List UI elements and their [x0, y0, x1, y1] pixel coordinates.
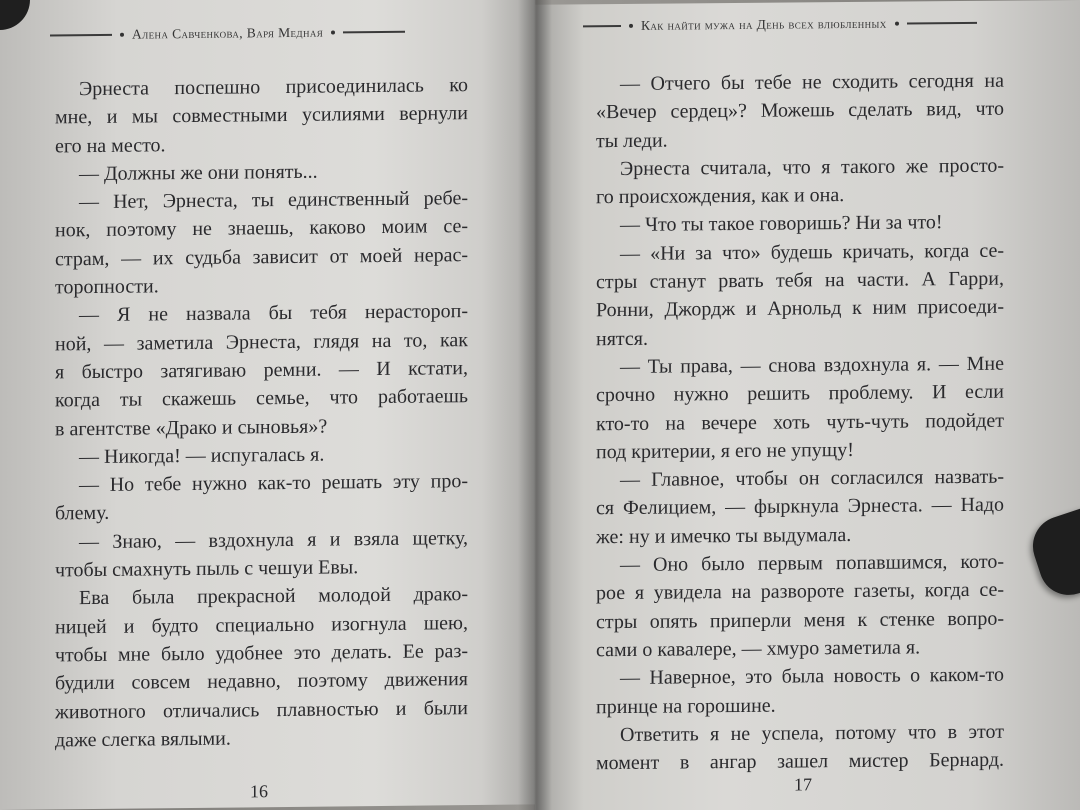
running-head-rule [343, 31, 405, 34]
text-line: момент в ангар зашел мистер Бернард. [596, 748, 1004, 775]
text-line: животного отличались плавностью и были [55, 696, 468, 723]
text-line: ной, — заметила Эрнеста, глядя на то, как [55, 328, 468, 356]
text-line: нятся. [596, 327, 648, 350]
text-line: ся Фелицием, — фыркнула Эрнеста. — Надо [596, 494, 1004, 520]
text-line: — Оно было первым попавшимся, кото- [620, 550, 1004, 577]
text-line: под критерии, я его не упущу! [596, 438, 854, 464]
running-head-rule [583, 25, 621, 27]
text-line: рое я увидела на развороте газеты, когда се- [596, 579, 1004, 605]
text-line: — Нет, Эрнеста, ты единственный ребе- [79, 187, 468, 214]
text-line: когда ты скажешь семье, что работаешь [55, 385, 468, 412]
text-line: сами о кавалере, — хмуро заметила я. [596, 636, 921, 662]
text-line: го происхождения, как и она. [596, 184, 845, 209]
text-line: его на место. [55, 133, 166, 158]
right-running-head [583, 15, 977, 34]
left-page [0, 0, 535, 810]
text-line: чтобы мне было удобнее это делать. Ее раз- [55, 640, 468, 667]
text-line: блему. [55, 502, 110, 525]
text-line: стры опять приперли меня к стенке вопро- [596, 607, 1004, 633]
right-running-head-text: Как найти мужа на День всех влюбленных [641, 15, 887, 33]
text-line: будили совсем недавно, поэтому движения [55, 668, 468, 695]
text-line: ты леди. [596, 129, 668, 152]
left-running-head [50, 24, 405, 44]
text-line: Ответить я не успела, потому что в этот [620, 720, 1004, 746]
text-line: — Я не назвала бы тебя нерастороп- [79, 300, 468, 327]
text-line: торопности. [55, 275, 159, 299]
bookmark-clip [1025, 507, 1080, 603]
text-line: кто-то на вечере хоть чуть-чуть подойдет [596, 409, 1004, 435]
running-head-rule [907, 22, 977, 25]
text-line: — Знаю, — вздохнула я и взяла щетку, [79, 526, 468, 553]
text-line: же: ну и имечко ты выдумала. [596, 523, 852, 548]
running-head-bullet [120, 33, 124, 37]
text-line: — Главное, чтобы он согласился назвать- [620, 465, 1004, 492]
running-head-bullet [629, 24, 633, 28]
text-line: Эрнеста поспешно присоединилась ко [79, 74, 468, 101]
right-page-body [596, 67, 1004, 778]
text-line: принце на горошине. [596, 694, 776, 718]
left-page-body [55, 71, 468, 754]
right-page-number: 17 [794, 774, 812, 795]
text-line: — Но тебе нужно как-то решать эту про- [79, 470, 468, 497]
text-line: — «Ни за что» будешь кричать, когда се- [620, 239, 1004, 265]
text-line: в агентстве «Драко и сыновья»? [55, 415, 328, 440]
text-line: чтобы смахнуть пыль с чешуи Евы. [55, 556, 359, 582]
text-line: — Отчего бы тебе не сходить сегодня на [620, 69, 1004, 96]
text-line: — Что ты такое говоришь? Ни за что! [620, 211, 943, 237]
text-line: Эрнеста считала, что я такого же просто- [620, 154, 1004, 180]
text-line: я быстро затягиваю ремни. — И кстати, [55, 357, 468, 384]
running-head-bullet [895, 22, 899, 26]
left-page-number: 16 [250, 781, 268, 802]
text-line: даже слегка вялыми. [55, 727, 231, 752]
running-head-bullet [331, 30, 335, 34]
right-page [535, 0, 1080, 810]
text-line: «Вечер сердец»? Можешь сделать вид, что [596, 97, 1004, 124]
text-line: страм, — их судьба зависит от моей нерас- [55, 243, 468, 271]
text-line: Ронни, Джордж и Арнольд к ним присоеди- [596, 296, 1004, 322]
text-line: Ева была прекрасной молодой драко- [79, 583, 468, 610]
text-line: — Должны же они понять... [79, 160, 318, 186]
running-head-rule [50, 34, 112, 37]
text-line: — Наверное, это была новость о каком-то [620, 663, 1004, 690]
text-line: мне, и мы совместными усилиями вернули [55, 102, 468, 129]
text-line: срочно нужно решить проблему. И если [596, 380, 1004, 407]
text-line: ницей и будто специально изогнула шею, [55, 611, 468, 639]
text-line: нок, поэтому не знаешь, каково моим се- [55, 215, 468, 242]
text-line: — Ты права, — снова вздохнула я. — Мне [620, 352, 1004, 378]
left-running-head-text: Алена Савченкова, Варя Медная [132, 24, 324, 42]
page-corner-shadow [0, 0, 30, 30]
text-line: стры станут рвать тебя на части. А Гарри, [596, 267, 1004, 294]
text-line: — Никогда! — испугалась я. [79, 443, 325, 469]
